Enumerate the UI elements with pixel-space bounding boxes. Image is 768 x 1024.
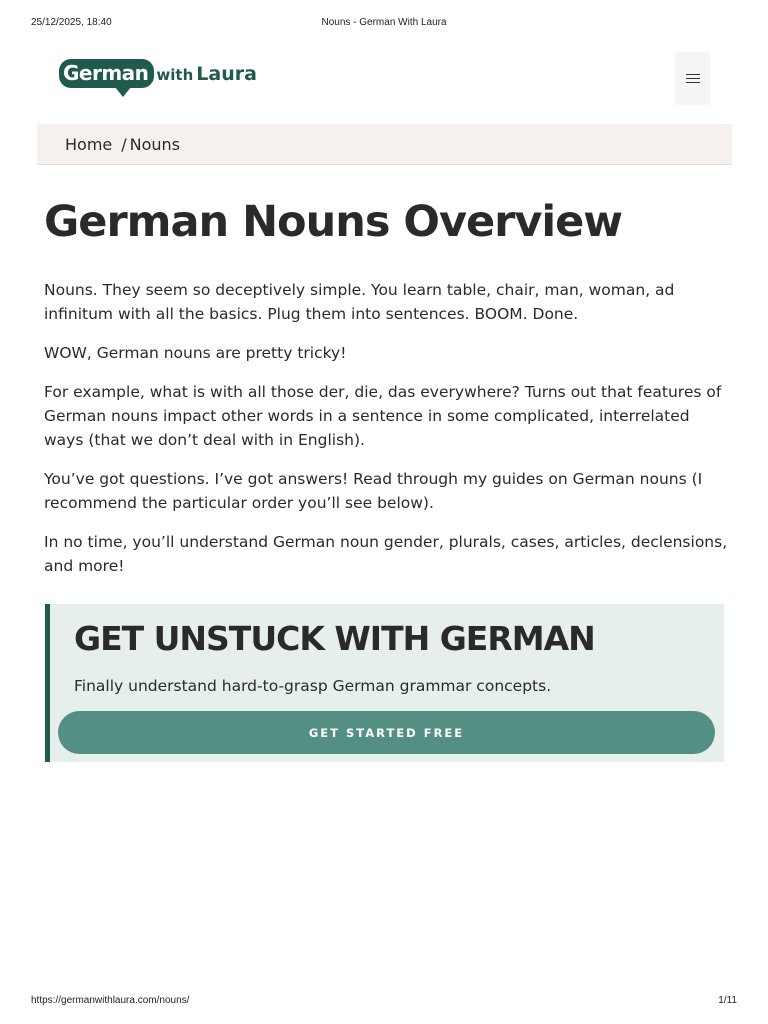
intro-paragraph: WOW, German nouns are pretty tricky! bbox=[44, 344, 347, 362]
print-footer bbox=[31, 995, 737, 1009]
site-logo-link[interactable] bbox=[59, 59, 257, 99]
print-header bbox=[31, 17, 737, 31]
logo-word-laura: Laura bbox=[196, 63, 257, 85]
intro-paragraph: Nouns. They seem so deceptively simple. You learn table, chair, man, woman, ad infinitum with all the basics. Plug them into sentences. BOOM. Done. bbox=[44, 281, 675, 323]
intro-paragraph: For example, what is with all those der, die, das everywhere? Turns out that features of German nouns impact other words in a sentence in some complicated, interrelated ways (that we don’t deal with in English). bbox=[44, 383, 722, 449]
intro-paragraph: In no time, you’ll understand German noun gender, plurals, cases, articles, declensions, and more! bbox=[44, 533, 728, 575]
get-started-button[interactable]: GET STARTED FREE bbox=[58, 711, 715, 754]
print-date: 25/12/2025, 18:40 bbox=[31, 17, 112, 28]
print-url: https://germanwithlaura.com/nouns/ bbox=[31, 995, 190, 1006]
logo-bubble-tail bbox=[115, 87, 131, 97]
logo-speech-bubble bbox=[59, 59, 154, 88]
print-doc-title: Nouns - German With Laura bbox=[321, 17, 447, 28]
breadcrumb-separator: / bbox=[121, 134, 127, 154]
cta-subtext: Finally understand hard-to-grasp German grammar concepts. bbox=[74, 677, 552, 695]
breadcrumb-current: Nouns bbox=[129, 134, 181, 154]
cta-heading: GET UNSTUCK WITH GERMAN bbox=[74, 619, 595, 658]
intro-content bbox=[44, 278, 730, 593]
intro-paragraph: You’ve got questions. I’ve got answers! Read through my guides on German nouns (I recommend the particular order you’ll see below). bbox=[44, 470, 703, 512]
cta-box bbox=[45, 604, 724, 762]
logo-word-with: with bbox=[156, 66, 194, 84]
logo-word-german: German bbox=[63, 61, 149, 85]
menu-button[interactable] bbox=[675, 52, 710, 105]
page-title: German Nouns Overview bbox=[44, 197, 622, 247]
breadcrumb bbox=[37, 124, 732, 165]
hamburger-menu-icon bbox=[686, 74, 700, 84]
breadcrumb-home-link[interactable]: Home bbox=[65, 134, 113, 154]
print-page-number: 1/11 bbox=[718, 995, 737, 1006]
